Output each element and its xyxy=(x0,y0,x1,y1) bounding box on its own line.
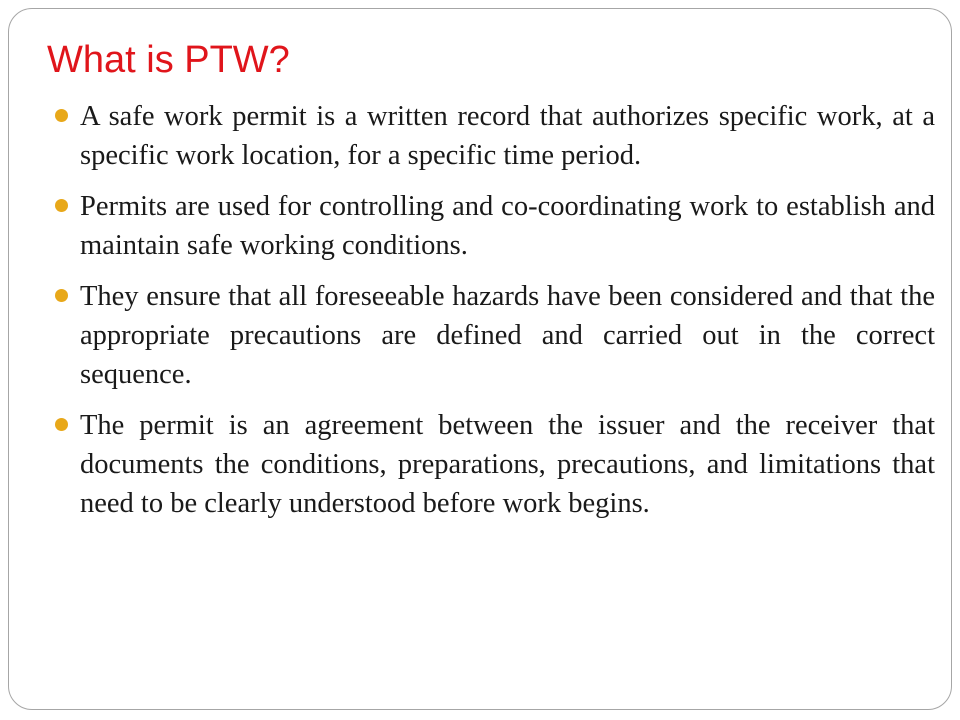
bullet-list xyxy=(53,97,935,535)
bullet-item xyxy=(53,406,935,523)
bullet-text: The permit is an agreement between the issuer and the receiver that documents the conditions, preparations, precautions, and limitations that need to be clearly understood before work begins. xyxy=(80,410,935,519)
bullet-dot-icon xyxy=(55,418,68,431)
bullet-dot-icon xyxy=(55,199,68,212)
bullet-item xyxy=(53,97,935,175)
bullet-item xyxy=(53,277,935,394)
bullet-text: Permits are used for controlling and co-coordinating work to establish and maintain safe working conditions. xyxy=(80,191,935,261)
bullet-dot-icon xyxy=(55,109,68,122)
bullet-text: A safe work permit is a written record that authorizes specific work, at a specific work location, for a specific time period. xyxy=(80,101,935,171)
slide-title: What is PTW? xyxy=(47,39,290,81)
slide-frame xyxy=(8,8,952,710)
bullet-text: They ensure that all foreseeable hazards have been considered and that the appropriate precautions are defined and carried out in the correct sequence. xyxy=(80,281,935,390)
bullet-item xyxy=(53,187,935,265)
bullet-dot-icon xyxy=(55,289,68,302)
